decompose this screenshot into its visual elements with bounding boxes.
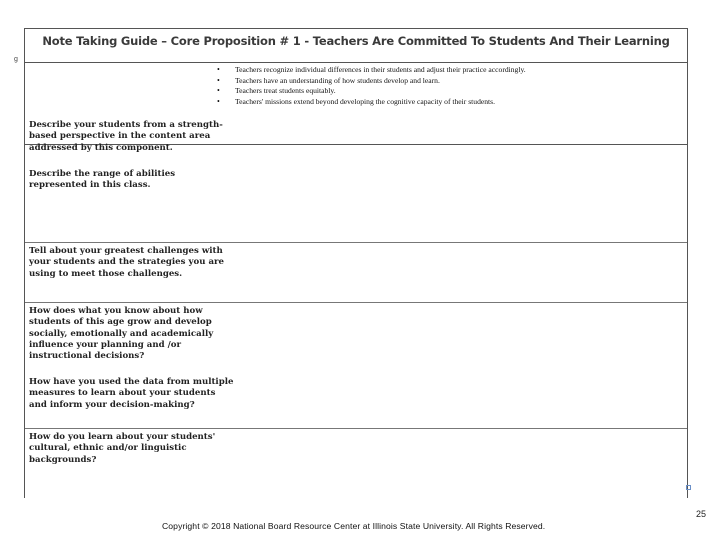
question-text: How have you used the data from multiple measures to learn about your students and inform your decision-making? xyxy=(29,377,234,410)
question-row-strengths xyxy=(25,117,687,243)
bullet-icon: • xyxy=(217,86,220,95)
page-title: Note Taking Guide – Core Proposition # 1 - Teachers Are Committed To Students And Their Learning xyxy=(42,34,670,48)
question-row-development xyxy=(25,303,687,429)
question-row-culture xyxy=(25,429,687,499)
bullet-icon: • xyxy=(217,75,220,85)
title-band xyxy=(25,29,687,63)
standards-item: • Teachers treat students equitably. xyxy=(217,86,336,95)
bullet-icon: • xyxy=(217,96,220,106)
copyright-footer: Copyright © 2018 National Board Resource Center at Illinois State University. All Rights Reserved. xyxy=(162,521,546,531)
question-row-challenges xyxy=(25,243,687,303)
standards-item: • Teachers' missions extend beyond developing the cognitive capacity of their students. xyxy=(217,96,496,106)
bullet-icon: • xyxy=(217,65,220,74)
question-text: Describe your students from a strength-based perspective in the content area addressed by this component. xyxy=(29,120,223,153)
resize-handle xyxy=(686,485,691,490)
note-taking-table xyxy=(24,28,688,498)
question-text: Tell about your greatest challenges with your students and the strategies you are using to meet those challenges. xyxy=(29,246,225,279)
page-number: 25 xyxy=(695,509,706,519)
standards-item: • Teachers have an understanding of how students develop and learn. xyxy=(217,75,440,85)
standards-item: • Teachers recognize individual differences in their students and adjust their practice accordingly. xyxy=(217,65,526,74)
side-mark: g xyxy=(14,56,18,63)
question-text: Describe the range of abilities represented in this class. xyxy=(29,169,176,191)
question-text: How do you learn about your students' cultural, ethnic and/or linguistic backgrounds? xyxy=(29,432,216,465)
standards-list xyxy=(217,65,526,107)
question-text: How does what you know about how students of this age grow and develop socially, emotionally and academically influence your planning and /or instructional decisions? xyxy=(29,306,214,362)
